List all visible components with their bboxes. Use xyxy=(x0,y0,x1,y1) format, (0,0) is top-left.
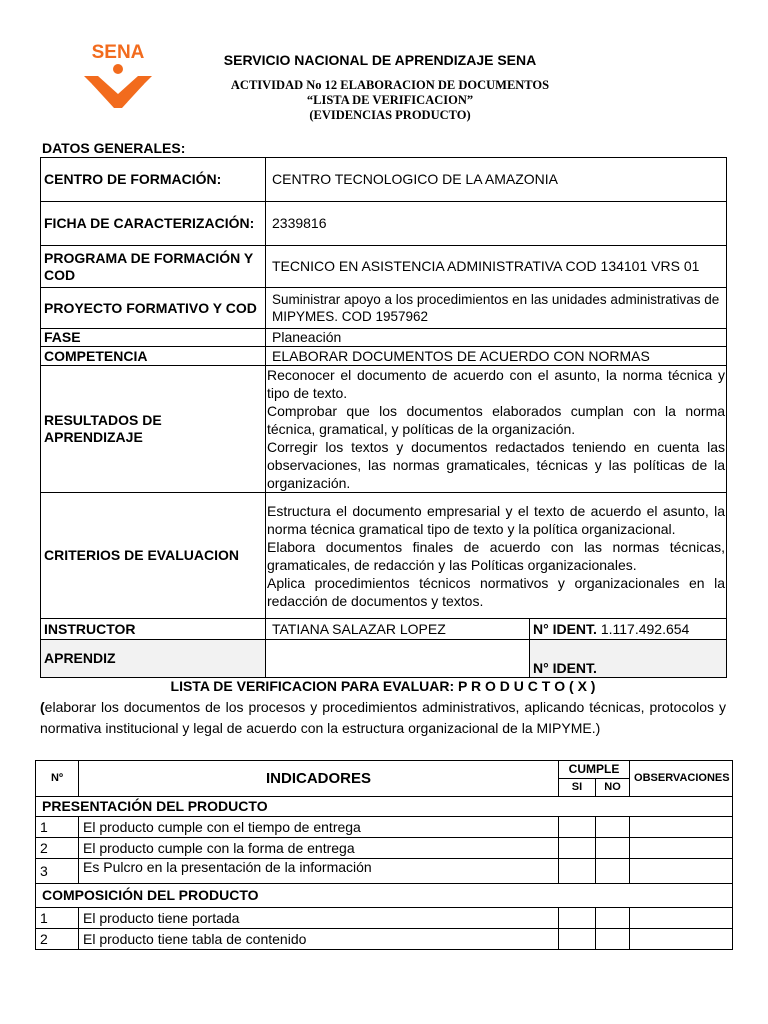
centro-value: CENTRO TECNOLOGICO DE LA AMAZONIA xyxy=(266,158,727,202)
lista-description xyxy=(40,697,726,739)
table-row xyxy=(36,817,733,838)
row-number: 1 xyxy=(36,817,79,838)
cell-si[interactable] xyxy=(559,859,596,884)
row-indicator: El producto tiene portada xyxy=(79,908,559,929)
cell-si[interactable] xyxy=(559,908,596,929)
row-programa xyxy=(41,246,727,288)
resultado-item: Comprobar que los documentos elaborados cumplan con la norma técnica, gramatical, y políticas de la organización. xyxy=(267,403,726,437)
logo-text: SENA xyxy=(91,42,145,63)
cell-observaciones[interactable] xyxy=(630,859,733,884)
cell-observaciones[interactable] xyxy=(630,929,733,950)
cell-no[interactable] xyxy=(596,929,630,950)
list-title: “LISTA DE VERIFICACION” xyxy=(306,93,474,107)
resultados-value xyxy=(266,366,727,493)
resultado-item: Reconocer el documento de acuerdo con el asunto, la norma técnica y tipo de texto. xyxy=(267,367,726,401)
header-row xyxy=(36,761,733,779)
criterio-item: Elabora documentos finales de acuerdo con las normas técnicas, gramaticales, de redacción y las Políticas organizacionales. xyxy=(267,538,726,573)
cell-observaciones[interactable] xyxy=(630,838,733,859)
cell-si[interactable] xyxy=(559,929,596,950)
table-row xyxy=(36,908,733,929)
evidence-title: (EVIDENCIAS PRODUCTO) xyxy=(309,108,471,122)
table-row xyxy=(36,929,733,950)
section-title: COMPOSICIÓN DEL PRODUCTO xyxy=(36,884,733,908)
general-info-table xyxy=(40,157,727,678)
fase-value: Planeación xyxy=(266,329,727,347)
row-competencia xyxy=(41,347,727,366)
lista-description-open: ( xyxy=(40,699,45,715)
row-indicator: El producto cumple con la forma de entrega xyxy=(79,838,559,859)
col-header-indicadores: INDICADORES xyxy=(79,761,559,797)
lista-description-text: elaborar los documentos de los procesos y procedimientos administrativos, aplicando técnicas, protocolos y normativa institucional y legal de acuerdo con la estructura organizacional de la MIPYME.) xyxy=(40,699,726,736)
programa-label: PROGRAMA DE FORMACIÓN Y COD xyxy=(41,246,266,288)
row-proyecto xyxy=(41,288,727,329)
criterios-value xyxy=(266,493,727,619)
ficha-value: 2339816 xyxy=(266,202,727,246)
proyecto-label: PROYECTO FORMATIVO Y COD xyxy=(41,288,266,329)
aprendiz-ident-label: N° IDENT. xyxy=(530,640,727,678)
row-ficha xyxy=(41,202,727,246)
cell-no[interactable] xyxy=(596,859,630,884)
fase-label: FASE xyxy=(41,329,266,347)
cell-si[interactable] xyxy=(559,838,596,859)
centro-label: CENTRO DE FORMACIÓN: xyxy=(41,158,266,202)
competencia-label: COMPETENCIA xyxy=(41,347,266,366)
cell-observaciones[interactable] xyxy=(630,817,733,838)
cell-no[interactable] xyxy=(596,817,630,838)
col-header-no-sub: NO xyxy=(596,779,630,797)
row-fase xyxy=(41,329,727,347)
row-aprendiz xyxy=(41,640,727,678)
sena-logo xyxy=(78,30,158,110)
table-row xyxy=(36,859,733,884)
institution-title: SERVICIO NACIONAL DE APRENDIZAJE SENA xyxy=(223,52,537,68)
cell-si[interactable] xyxy=(559,817,596,838)
criterio-item: Estructura el documento empresarial y el texto de acuerdo el asunto, la norma técnica gramatical tipo de texto y la política organizacional. xyxy=(267,502,726,537)
col-header-si: SI xyxy=(559,779,596,797)
row-centro xyxy=(41,158,727,202)
section-row xyxy=(36,797,733,817)
row-number: 3 xyxy=(36,859,79,884)
col-header-cumple: CUMPLE xyxy=(559,761,630,779)
instructor-value: TATIANA SALAZAR LOPEZ xyxy=(266,619,530,640)
row-criterios xyxy=(41,493,727,619)
instructor-ident xyxy=(530,619,727,640)
criterios-label: CRITERIOS DE EVALUACION xyxy=(41,493,266,619)
ident-label: N° IDENT. xyxy=(533,620,597,637)
row-resultados xyxy=(41,366,727,493)
aprendiz-value xyxy=(266,640,530,678)
programa-value: TECNICO EN ASISTENCIA ADMINISTRATIVA COD 134101 VRS 01 xyxy=(266,246,727,288)
row-number: 2 xyxy=(36,838,79,859)
cell-observaciones[interactable] xyxy=(630,908,733,929)
row-number: 1 xyxy=(36,908,79,929)
verification-table xyxy=(35,760,733,950)
lista-title: LISTA DE VERIFICACION PARA EVALUAR: P R O D U C T O ( X ) xyxy=(170,678,596,694)
section-title: PRESENTACIÓN DEL PRODUCTO xyxy=(36,797,733,817)
aprendiz-label: APRENDIZ xyxy=(41,640,266,678)
criterio-item: Aplica procedimientos técnicos normativos y organizacionales en la redacción de documentos y textos. xyxy=(267,574,726,609)
resultados-label: RESULTADOS DE APRENDIZAJE xyxy=(41,366,266,493)
col-header-no: Nº xyxy=(36,761,79,797)
cell-no[interactable] xyxy=(596,838,630,859)
proyecto-value: Suministrar apoyo a los procedimientos en las unidades administrativas de MIPYMES. COD 1957962 xyxy=(266,288,727,329)
cell-no[interactable] xyxy=(596,908,630,929)
col-header-observaciones: OBSERVACIONES xyxy=(630,761,733,797)
resultado-item: Corregir los textos y documentos redactados teniendo en cuenta las observaciones, las normas gramaticales, técnicas y las políticas de la organización. xyxy=(267,439,726,491)
row-number: 2 xyxy=(36,929,79,950)
row-indicator: El producto cumple con el tiempo de entrega xyxy=(79,817,559,838)
section-row xyxy=(36,884,733,908)
activity-title: ACTIVIDAD No 12 ELABORACION DE DOCUMENTOS xyxy=(230,78,550,92)
ident-value: 1.117.492.654 xyxy=(600,620,690,637)
row-indicator: El producto tiene tabla de contenido xyxy=(79,929,559,950)
row-indicator: Es Pulcro en la presentación de la información xyxy=(79,859,559,884)
competencia-value: ELABORAR DOCUMENTOS DE ACUERDO CON NORMAS xyxy=(266,347,727,366)
ficha-label: FICHA DE CARACTERIZACIÓN: xyxy=(41,202,266,246)
instructor-label: INSTRUCTOR xyxy=(41,619,266,640)
row-instructor xyxy=(41,619,727,640)
table-row xyxy=(36,838,733,859)
section-label-datos: DATOS GENERALES: xyxy=(42,140,186,156)
